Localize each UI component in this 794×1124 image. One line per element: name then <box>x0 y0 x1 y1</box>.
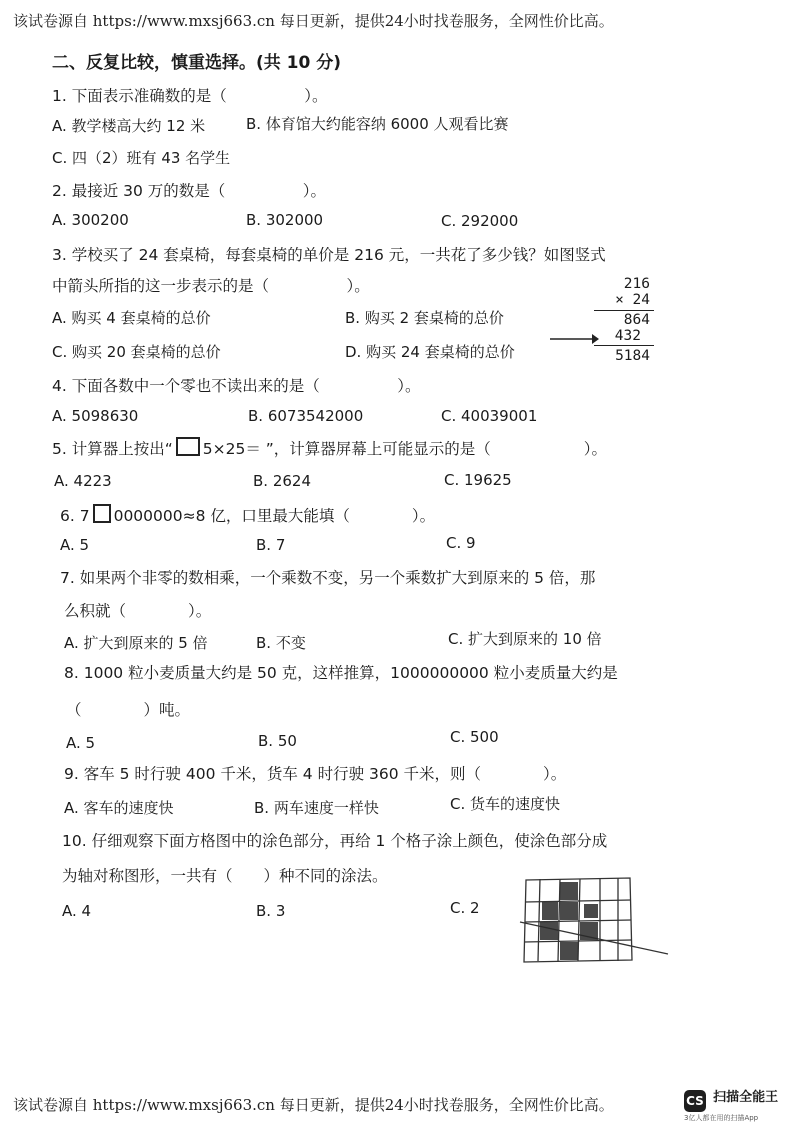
scanner-logo <box>684 1086 792 1123</box>
calc-partial-1: 864 <box>623 312 650 328</box>
q5-stem-post: 5×25＝ ”，计算器屏幕上可能显示的是（ ）。 <box>202 440 608 458</box>
q6-option-c: C. 9 <box>446 534 476 552</box>
q1-option-b: B. 体育馆大约能容纳 6000 人观看比赛 <box>246 115 509 133</box>
section-title: 二、反复比较，慎重选择。(共 10 分) <box>52 53 342 73</box>
q6-stem <box>60 504 435 526</box>
q9-stem: 9. 客车 5 时行驶 400 千米，货车 4 时行驶 360 千米，则（ ）。 <box>64 765 567 783</box>
digit-blank-box <box>93 504 111 523</box>
vertical-multiplication <box>548 270 658 370</box>
q4-option-c: C. 40039001 <box>441 407 538 425</box>
q10-option-a: A. 4 <box>62 902 92 920</box>
calc-line-1 <box>594 310 654 311</box>
arrow-icon <box>548 330 600 346</box>
q10-option-c: C. 2 <box>450 899 480 917</box>
q6-option-b: B. 7 <box>256 536 286 554</box>
q8-stem-line1: 8. 1000 粒小麦质量大约是 50 克，这样推算，1000000000 粒小麦质量大约是 <box>64 664 618 682</box>
q3-option-a: A. 购买 4 套桌椅的总价 <box>52 309 211 327</box>
calculator-blank-box <box>176 437 200 456</box>
q8-stem-line2: （ ）吨。 <box>66 701 191 719</box>
q3-option-b: B. 购买 2 套桌椅的总价 <box>345 309 504 327</box>
q10-option-b: B. 3 <box>256 902 286 920</box>
q7-stem-line2: 么积就（ ）。 <box>64 602 212 620</box>
q5-stem <box>52 437 607 459</box>
q1-option-c: C. 四（2）班有 43 名学生 <box>52 149 231 167</box>
q8-option-c: C. 500 <box>450 728 499 746</box>
scanner-logo-name: 扫描全能王 <box>713 1090 779 1105</box>
q9-option-a: A. 客车的速度快 <box>64 799 174 817</box>
q2-option-b: B. 302000 <box>246 211 324 229</box>
q5-stem-pre: 5. 计算器上按出“ <box>52 440 173 458</box>
calc-result: 5184 <box>615 348 650 364</box>
q3-stem-line1: 3. 学校买了 24 套桌椅，每套桌椅的单价是 216 元，一共花了多少钱？如图竖式 <box>52 246 606 264</box>
q2-option-a: A. 300200 <box>52 211 129 229</box>
q3-stem-line2: 中箭头所指的这一步表示的是（ ）。 <box>52 277 370 295</box>
q6-option-a: A. 5 <box>60 536 90 554</box>
calc-line-2 <box>594 345 654 346</box>
scanner-logo-tagline: 3亿人都在用的扫描App <box>684 1114 759 1122</box>
q10-stem-line1: 10. 仔细观察下面方格图中的涂色部分，再给 1 个格子涂上颜色，使涂色部分成 <box>62 832 608 850</box>
q4-option-a: A. 5098630 <box>52 407 139 425</box>
q10-stem-line2: 为轴对称图形，一共有（ ）种不同的涂法。 <box>62 867 388 885</box>
top-banner: 该试卷源自 https://www.mxsj663.cn 每日更新，提供24小时找卷服务，全网性价比高。 <box>13 12 614 30</box>
calc-multiplier: × 24 <box>615 292 650 308</box>
q5-option-c: C. 19625 <box>444 471 512 489</box>
q8-option-b: B. 50 <box>258 732 297 750</box>
grid-figure <box>518 872 678 968</box>
q5-option-b: B. 2624 <box>253 472 312 490</box>
q4-option-b: B. 6073542000 <box>248 407 364 425</box>
q2-option-c: C. 292000 <box>441 212 519 230</box>
calc-partial-2: 432 <box>614 328 641 344</box>
q9-option-c: C. 货车的速度快 <box>450 795 561 813</box>
q8-option-a: A. 5 <box>66 734 96 752</box>
q7-option-c: C. 扩大到原来的 10 倍 <box>448 630 602 648</box>
q3-option-c: C. 购买 20 套桌椅的总价 <box>52 343 221 361</box>
q1-stem: 1. 下面表示准确数的是（ ）。 <box>52 87 328 105</box>
q9-option-b: B. 两车速度一样快 <box>254 799 379 817</box>
q6-stem-post: 0000000≈8 亿，口里最大能填（ ）。 <box>113 507 436 525</box>
cs-logo-icon: CS <box>684 1090 706 1112</box>
q7-option-b: B. 不变 <box>256 634 306 652</box>
q6-stem-pre: 6. 7 <box>60 507 90 525</box>
q7-option-a: A. 扩大到原来的 5 倍 <box>64 634 208 652</box>
bottom-banner: 该试卷源自 https://www.mxsj663.cn 每日更新，提供24小时找卷服务，全网性价比高。 <box>13 1096 614 1114</box>
q1-option-a: A. 教学楼高大约 12 米 <box>52 117 206 135</box>
q5-option-a: A. 4223 <box>54 472 112 490</box>
q7-stem-line1: 7. 如果两个非零的数相乘，一个乘数不变，另一个乘数扩大到原来的 5 倍，那 <box>60 569 596 587</box>
calc-multiplicand: 216 <box>623 276 650 292</box>
q2-stem: 2. 最接近 30 万的数是（ ）。 <box>52 182 327 200</box>
q3-option-d: D. 购买 24 套桌椅的总价 <box>345 343 515 361</box>
q4-stem: 4. 下面各数中一个零也不读出来的是（ ）。 <box>52 377 421 395</box>
